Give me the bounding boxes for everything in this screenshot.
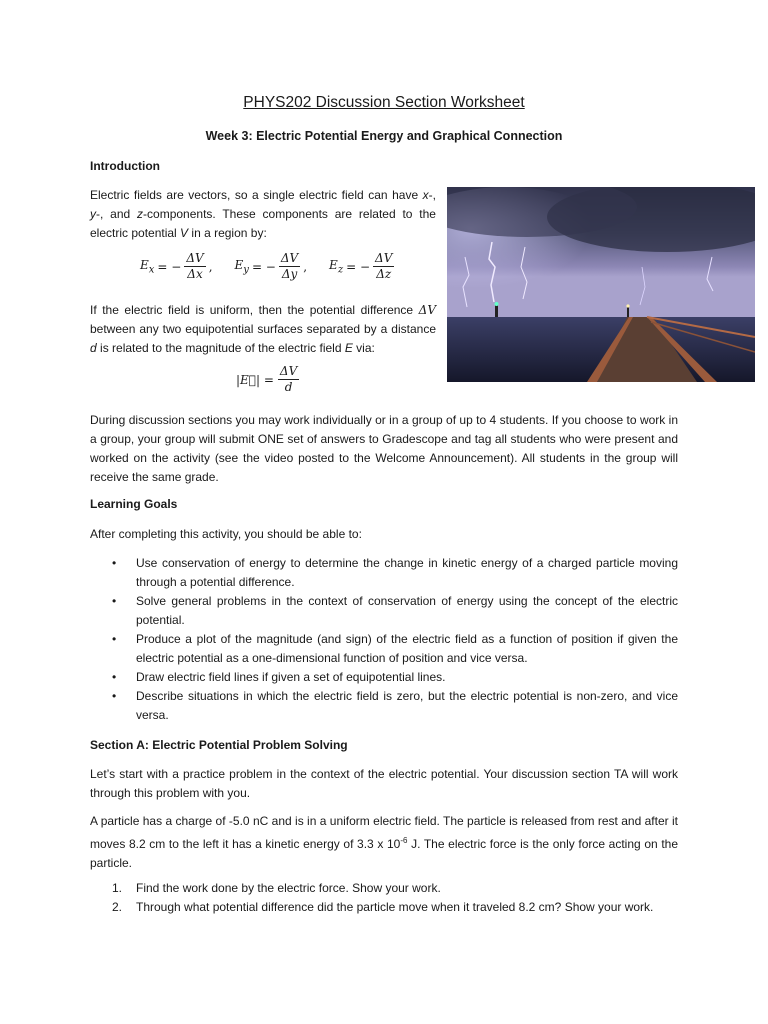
learning-goals-lead: After completing this activity, you should be able to: [90, 527, 362, 541]
equation-ex: $E_x$ = − $\frac{\Delta V}{\Delta x}$ , [140, 251, 213, 281]
bullet-icon: • [112, 632, 117, 646]
list-item: • Solve general problems in the context of conservation of energy using the concept of the electric potential. [112, 594, 678, 627]
section-a-questions [112, 879, 678, 917]
learning-goals-heading: Learning Goals [90, 497, 178, 511]
field-magnitude-equation: |E⃗| = $\frac{\Delta V}{d}$ [236, 364, 298, 394]
introduction-heading: Introduction [90, 159, 160, 173]
list-item: • Describe situations in which the electric field is zero, but the electric potential is non-zero, and vice versa. [112, 689, 678, 722]
field-component-equations [140, 251, 394, 282]
equation-ez: $E_z$ = − $\frac{\Delta V}{\Delta z}$ [329, 251, 393, 281]
intro-paragraph-3: During discussion sections you may work individually or in a group of up to 4 students. If you choose to work in a group, your group will submit ONE set of answers to Gradescope and tag all students who were present and worked on the activity (see the video posted to the Welcome Announcement). All students in the group will receive the same grade. [90, 413, 678, 484]
intro-paragraph-1: Electric fields are vectors, so a single electric field can have x-, y-, and z-components. These components are related to the electric potential V in a region by: [90, 188, 436, 240]
list-item: • Produce a plot of the magnitude (and sign) of the electric field as a function of position if given the electric potential as a one-dimensional function of position and vice versa. [112, 632, 678, 665]
list-item: 2. Through what potential difference did the particle move when it traveled 8.2 cm? Show your work. [112, 900, 654, 914]
list-item: 1. Find the work done by the electric force. Show your work. [112, 881, 441, 895]
bullet-icon: • [112, 689, 117, 703]
intro-paragraph-2: If the electric field is uniform, then the potential difference ΔV between any two equipotential surfaces separated by a distance d is related to the magnitude of the electric field E via: [90, 303, 436, 355]
bullet-icon: • [112, 556, 117, 570]
section-a-paragraph-1: Let’s start with a practice problem in the context of the electric potential. Your discussion section TA will work through this problem with you. [90, 767, 678, 800]
list-item: • Draw electric field lines if given a set of equipotential lines. [112, 668, 678, 687]
page-subtitle: Week 3: Electric Potential Energy and Graphical Connection [205, 129, 563, 143]
bullet-icon: • [112, 670, 117, 684]
page-title: PHYS202 Discussion Section Worksheet [243, 94, 525, 111]
section-a-heading: Section A: Electric Potential Problem Solving [90, 738, 348, 752]
lightning-over-pier-photo [447, 187, 755, 382]
equation-ey: $E_y$ = − $\frac{\Delta V}{\Delta y}$ , [234, 251, 308, 281]
learning-goals-list [112, 554, 678, 725]
bullet-icon: • [112, 594, 117, 608]
list-item: • Use conservation of energy to determine the change in kinetic energy of a charged particle moving through a potential difference. [112, 556, 678, 589]
section-a-paragraph-2: A particle has a charge of -5.0 nC and is in a uniform electric field. The particle is released from rest and after it moves 8.2 cm to the left it has a kinetic energy of 3.3 x $10^{-6}$ J. The electric force is the only force acting on the particle. [90, 814, 678, 870]
